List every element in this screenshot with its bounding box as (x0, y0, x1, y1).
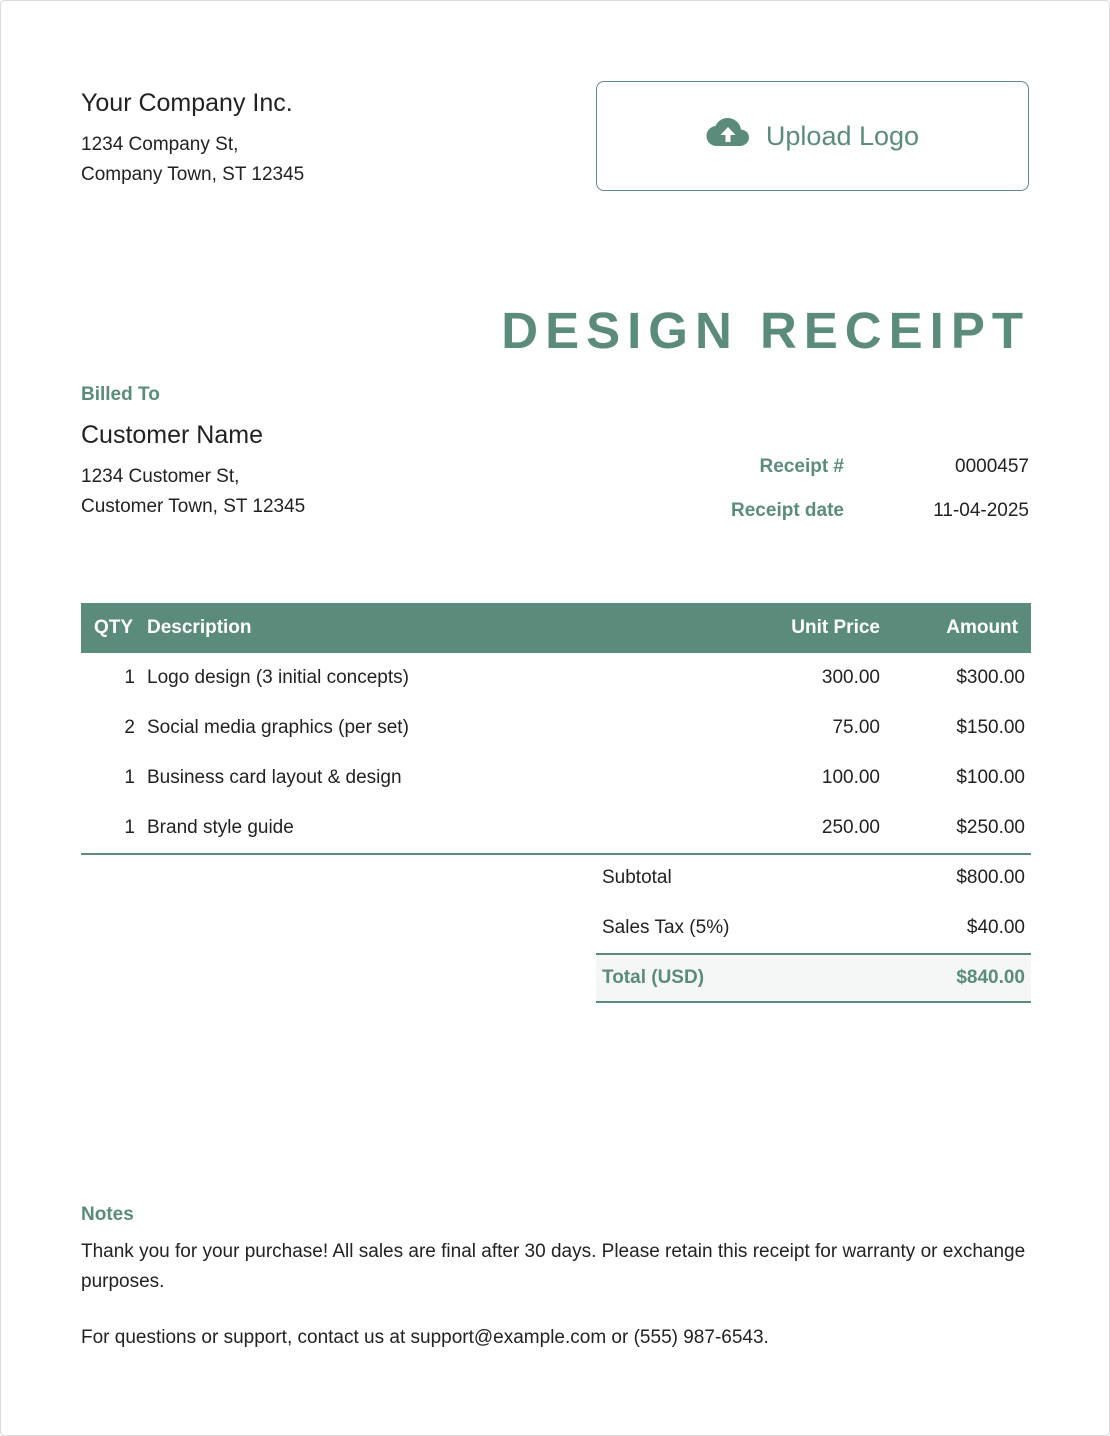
subtotal-label: Subtotal (602, 867, 672, 888)
row-unit-price: 300.00 (821, 667, 880, 688)
row-amount: $250.00 (956, 817, 1025, 838)
row-qty: 1 (124, 767, 135, 788)
tax-value: $40.00 (966, 917, 1025, 938)
row-amount: $150.00 (956, 717, 1025, 738)
table-row (81, 803, 1031, 853)
row-qty: 2 (124, 717, 135, 738)
total-value: $840.00 (956, 967, 1025, 988)
table-row (81, 753, 1031, 803)
upload-logo-label: Upload Logo (765, 120, 920, 151)
table-row (81, 703, 1031, 753)
header-unit-price: Unit Price (791, 617, 880, 638)
row-description: Brand style guide (147, 817, 294, 838)
row-amount: $300.00 (956, 667, 1025, 688)
subtotal-row (596, 853, 1031, 903)
receipt-date-label: Receipt date (731, 500, 844, 521)
row-description: Social media graphics (per set) (147, 717, 409, 738)
header-qty: QTY (94, 617, 134, 638)
row-amount: $100.00 (956, 767, 1025, 788)
company-name: Your Company Inc. (81, 89, 293, 117)
table-row (81, 653, 1031, 703)
tax-label: Sales Tax (5%) (602, 917, 730, 938)
billed-to-label: Billed To (81, 384, 160, 405)
row-unit-price: 250.00 (821, 817, 880, 838)
receipt-number: 0000457 (955, 456, 1029, 477)
company-address-line1: 1234 Company St, (81, 134, 239, 155)
notes-text: Thank you for your purchase! All sales are final after 30 days. Please retain this receipt for warranty or exchange purposes. (81, 1241, 1026, 1292)
header-description: Description (147, 617, 252, 638)
table-header (81, 603, 1031, 653)
row-unit-price: 75.00 (832, 717, 880, 738)
total-row (596, 953, 1031, 1003)
cloud-upload-icon (706, 117, 766, 156)
row-unit-price: 100.00 (821, 767, 880, 788)
receipt-date: 11-04-2025 (933, 500, 1029, 521)
notes-label: Notes (81, 1204, 134, 1225)
document-title: DESIGN RECEIPT (501, 302, 1030, 359)
row-qty: 1 (124, 817, 135, 838)
customer-address-line1: 1234 Customer St, (81, 466, 240, 487)
receipt-number-label: Receipt # (759, 456, 844, 477)
row-qty: 1 (124, 667, 135, 688)
subtotal-value: $800.00 (956, 867, 1025, 888)
tax-row (596, 903, 1031, 953)
customer-address-line2: Customer Town, ST 12345 (81, 496, 306, 517)
company-address-line2: Company Town, ST 12345 (81, 164, 305, 185)
upload-logo-button[interactable] (596, 81, 1029, 191)
contact-text: For questions or support, contact us at support@example.com or (555) 987-6543. (81, 1327, 769, 1348)
row-description: Logo design (3 initial concepts) (147, 667, 409, 688)
total-label: Total (USD) (602, 967, 705, 988)
customer-name: Customer Name (81, 421, 263, 449)
header-amount: Amount (946, 617, 1018, 638)
row-description: Business card layout & design (147, 767, 402, 788)
